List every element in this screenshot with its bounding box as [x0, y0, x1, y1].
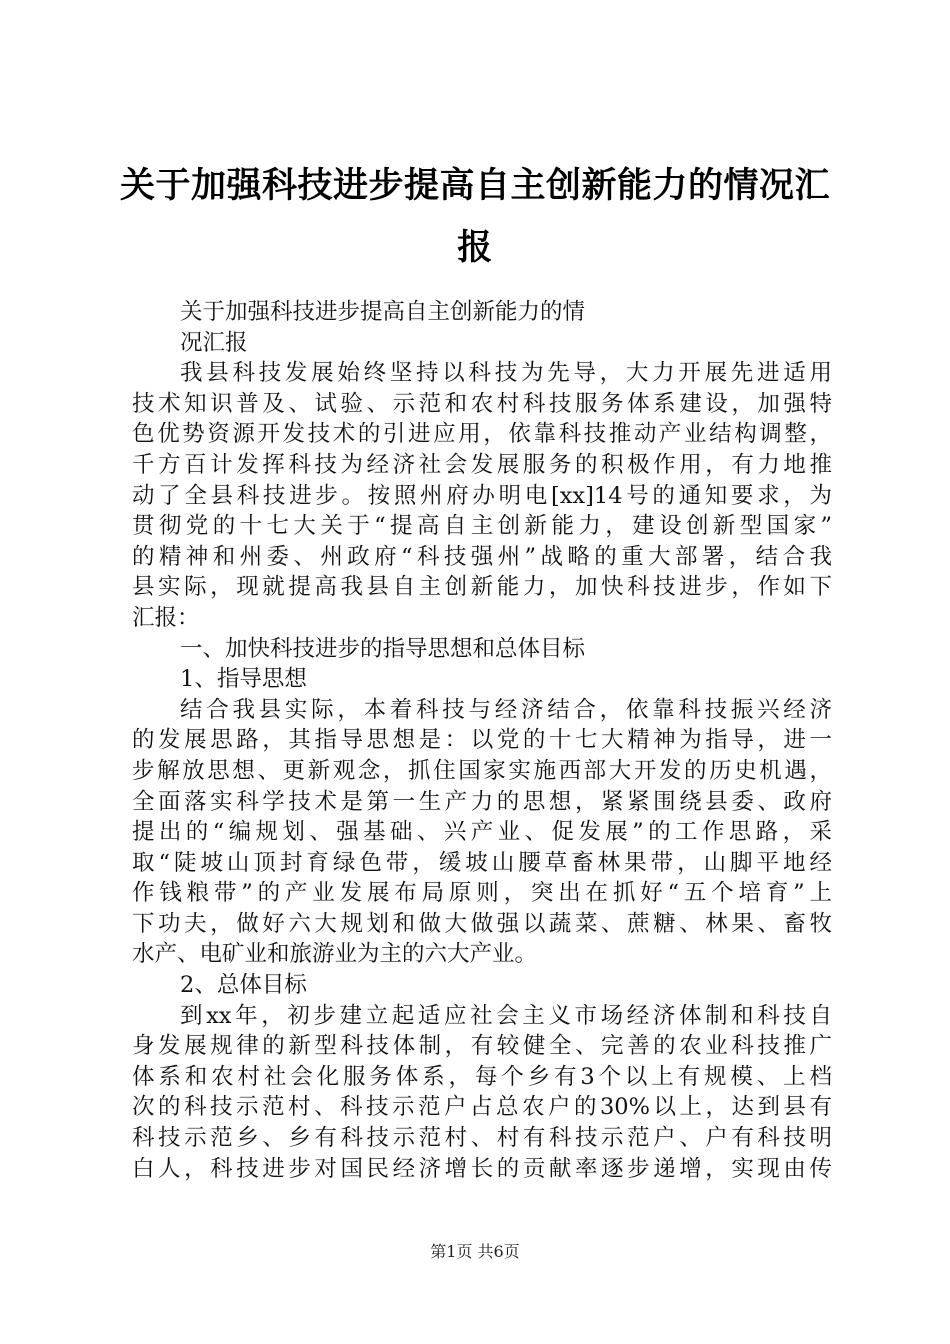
paragraph-line: 步解放思想、更新观念，抓住国家实施西部大开发的历史机遇，	[132, 757, 832, 784]
paragraph-line: 下功夫，做好六大规划和做大做强以蔬菜、蔗糖、林果、畜牧	[132, 910, 832, 937]
paragraph-line: 贯彻党的十七大关于“提高自主创新能力，建设创新型国家”	[132, 513, 832, 540]
title-line-1: 关于加强科技进步提高自主创新能力的情况汇	[120, 166, 831, 206]
paragraph-line: 的发展思路，其指导思想是：以党的十七大精神为指导，进一	[132, 727, 832, 754]
paragraph-line: 色优势资源开发技术的引进应用，依靠科技推动产业结构调整，	[132, 421, 832, 448]
title-line-2: 报	[457, 228, 493, 268]
paragraph-line: 到xx年，初步建立起适应社会主义市场经济体制和科技自	[180, 1002, 832, 1029]
document-title	[120, 155, 830, 279]
subtitle-line-2: 况汇报	[180, 329, 248, 356]
paragraph-line: 结合我县实际，本着科技与经济结合，依靠科技振兴经济	[180, 696, 832, 723]
paragraph-line: 千方百计发挥科技为经济社会发展服务的积极作用，有力地推	[132, 451, 832, 478]
paragraph-line: 县实际，现就提高我县自主创新能力，加快科技进步，作如下	[132, 574, 832, 601]
paragraph-line: 全面落实科学技术是第一生产力的思想，紧紧围绕县委、政府	[132, 788, 832, 815]
paragraph-line: 水产、电矿业和旅游业为主的六大产业。	[132, 941, 538, 968]
paragraph-line: 技术知识普及、试验、示范和农村科技服务体系建设，加强特	[132, 390, 832, 417]
paragraph-line: 次的科技示范村、科技示范户占总农户的30%以上，达到县有	[132, 1094, 832, 1121]
paragraph-line: 作钱粮带”的产业发展布局原则，突出在抓好“五个培育”上	[132, 880, 832, 907]
subsection-heading: 1、指导思想	[180, 666, 307, 693]
paragraph-line: 体系和农村社会化服务体系，每个乡有3个以上有规模、上档	[132, 1063, 832, 1090]
page-footer: 第1页 共6页	[430, 1242, 520, 1261]
paragraph-line: 汇报：	[132, 604, 200, 631]
document-body	[132, 297, 832, 1184]
paragraph-line: 取“陡坡山顶封育绿色带，缓坡山腰草畜林果带，山脚平地经	[132, 849, 832, 876]
subtitle-line-1: 关于加强科技进步提高自主创新能力的情	[180, 299, 586, 325]
paragraph-line: 提出的“编规划、强基础、兴产业、促发展”的工作思路，采	[132, 819, 832, 846]
paragraph-line: 身发展规律的新型科技体制，有较健全、完善的农业科技推广	[132, 1033, 832, 1060]
subsection-heading: 2、总体目标	[180, 972, 307, 999]
paragraph-line: 白人，科技进步对国民经济增长的贡献率逐步递增，实现由传	[132, 1155, 832, 1182]
paragraph-line: 我县科技发展始终坚持以科技为先导，大力开展先进适用	[180, 360, 832, 387]
paragraph-line: 的精神和州委、州政府“科技强州”战略的重大部署，结合我	[132, 543, 832, 570]
paragraph-line: 动了全县科技进步。按照州府办明电[xx]14号的通知要求，为	[132, 482, 832, 509]
section-heading: 一、加快科技进步的指导思想和总体目标	[180, 635, 586, 662]
paragraph-line: 科技示范乡、乡有科技示范村、村有科技示范户、户有科技明	[132, 1125, 832, 1152]
